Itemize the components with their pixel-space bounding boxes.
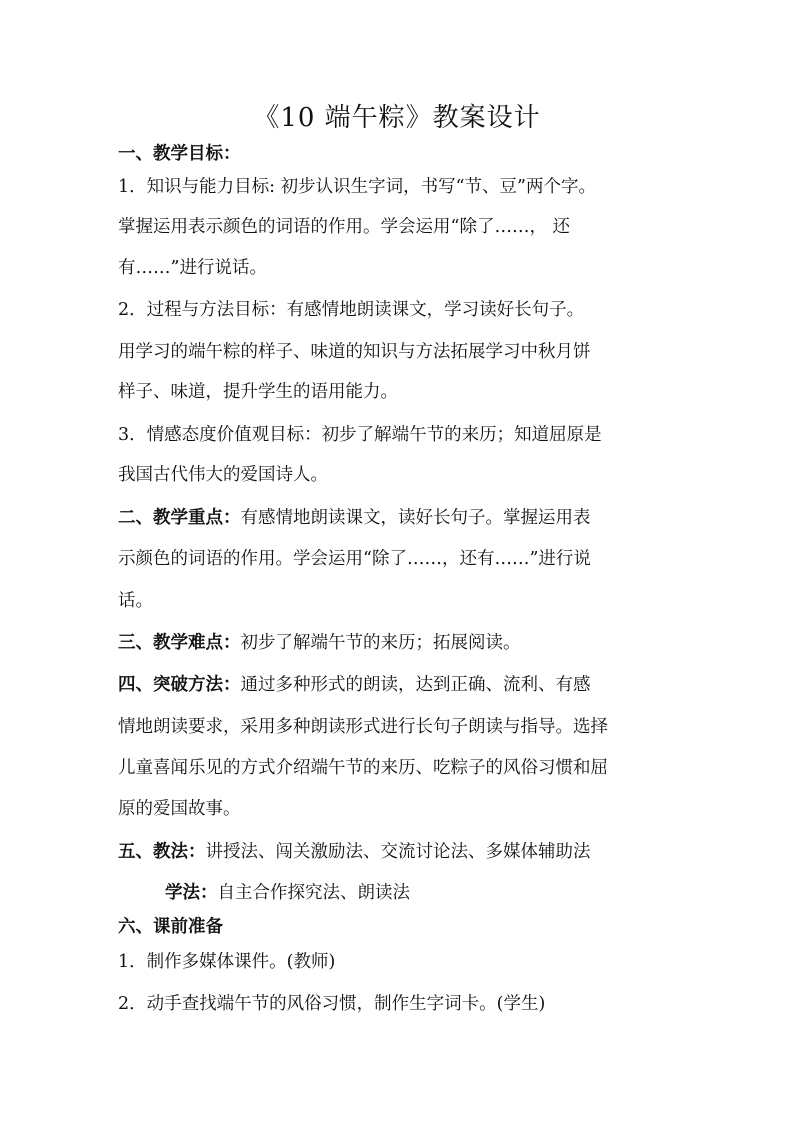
methods-line4: 原的爱国故事。 [118, 799, 241, 819]
key-points-line1-text: 有感情地朗读课文，读好长句子。掌握运用表 [240, 508, 591, 528]
key-points-line2: 示颜色的词语的作用。学会运用“除了……，还有……”进行说 [118, 549, 591, 569]
learning-line [165, 881, 735, 905]
document-title: 《10 端午粽》教案设计 [253, 103, 541, 133]
goals-item1-line1: 1．知识与能力目标: 初步认识生字词，书写“节、豆”两个字。 [118, 177, 596, 197]
section-heading-preparation: 六、课前准备 [118, 917, 223, 937]
methods-line1 [118, 673, 688, 697]
key-points-line1 [118, 506, 688, 530]
section-heading-goals: 一、教学目标： [118, 144, 241, 164]
goals-item2-line1: 2．过程与方法目标：有感情地朗读课文，学习读好长句子。 [118, 300, 585, 320]
learning-methods-text: 自主合作探究法、朗读法 [217, 883, 410, 903]
preparation-item1: 1．制作多媒体课件。(教师) [118, 952, 336, 972]
teaching-line1 [118, 840, 688, 864]
methods-line1-text: 通过多种形式的朗读，达到正确、流利、有感 [240, 675, 591, 695]
goals-item1-line2: 掌握运用表示颜色的词语的作用。学会运用“除了……， 还 [118, 217, 571, 237]
goals-item2-line3: 样子、味道，提升学生的语用能力。 [118, 382, 398, 402]
goals-item3-line1: 3．情感态度价值观目标：初步了解端午节的来历；知道屈原是 [118, 425, 602, 445]
teaching-line1-text: 讲授法、闯关激励法、交流讨论法、多媒体辅助法 [205, 842, 591, 862]
goals-item1-line3: 有……”进行说话。 [118, 258, 267, 278]
goals-item2-line2: 用学习的端午粽的样子、味道的知识与方法拓展学习中秋月饼 [118, 342, 591, 362]
section-heading-teaching: 五、教法： [118, 842, 206, 862]
section-heading-key-points: 二、教学重点： [118, 508, 241, 528]
difficulties-line1-text: 初步了解端午节的来历；拓展阅读。 [240, 633, 521, 653]
section-heading-difficulties: 三、教学难点： [118, 633, 241, 653]
methods-line3: 儿童喜闻乐见的方式介绍端午节的来历、吃粽子的风俗习惯和屈 [118, 758, 608, 778]
preparation-item2: 2．动手查找端午节的风俗习惯，制作生字词卡。(学生) [118, 994, 546, 1014]
section-heading-methods: 四、突破方法： [118, 675, 241, 695]
key-points-line3: 话。 [118, 591, 153, 611]
goals-item3-line2: 我国古代伟大的爱国诗人。 [118, 465, 328, 485]
difficulties-line1 [118, 631, 688, 655]
learning-methods-heading: 学法： [165, 883, 218, 903]
methods-line2: 情地朗读要求，采用多种朗读形式进行长句子朗读与指导。选择 [118, 717, 608, 737]
